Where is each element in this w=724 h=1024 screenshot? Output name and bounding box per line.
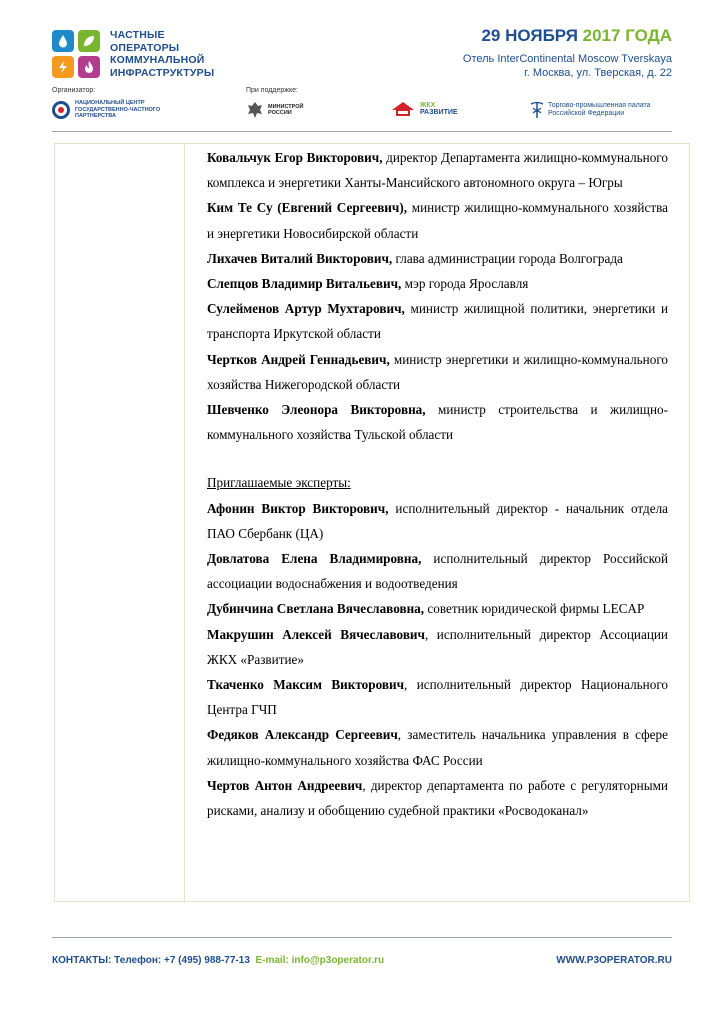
contact-email-link[interactable]: E-mail: info@p3operator.ru [255, 955, 385, 966]
sponsor-minstroy: МИНИСТРОЙ РОССИИ [246, 100, 303, 120]
ppp-center-emblem-icon [52, 101, 70, 119]
website-link[interactable]: WWW.P3OPERATOR.RU [556, 955, 672, 966]
lightning-icon [52, 56, 74, 78]
list-item: Чертов Антон Андреевич, директор департамента по работе с регуляторными рисками, анализу и обобщению судебной практики «Росводоканал» [207, 777, 668, 819]
flame-icon [78, 56, 100, 78]
list-item: Дубинчина Светлана Вячеславовна, советник юридической фирмы LECAP [207, 601, 645, 617]
list-item: Ткаченко Максим Викторович, исполнительный директор Национального Центра ГЧП [207, 677, 669, 718]
gkh-house-icon [390, 100, 416, 118]
organizer-label: Организатор: [52, 87, 96, 94]
footer-contacts [52, 955, 384, 966]
list-item: Ким Те Су (Евгений Сергеевич), министр жилищно-коммунального хозяйства и энергетики Новосибирской области [207, 200, 668, 241]
sponsor-gkh-razvitie: ЖКХ РАЗВИТИЕ [390, 100, 458, 118]
list-item: Лихачев Виталий Викторович, глава администрации города Волгограда [207, 250, 623, 266]
list-item: Федяков Александр Сергеевич, заместитель начальника управления в сфере жилищно-коммунального хозяйства ФАС России [207, 727, 668, 768]
organizer-logo: НАЦИОНАЛЬНЫЙ ЦЕНТР ГОСУДАРСТВЕННО-ЧАСТНОГО ПАРТНЕРСТВА [52, 100, 160, 120]
list-item: Шевченко Элеонора Викторовна, министр строительства и жилищно-коммунального хозяйства Тульской области [207, 402, 668, 443]
list-item: Сулейменов Артур Мухтарович, министр жилищной политики, энергетики и транспорта Иркутской области [207, 301, 669, 342]
contact-phone: КОНТАКТЫ: Телефон: +7 (495) 988-77-13 [52, 955, 250, 966]
header-divider [52, 131, 672, 132]
caduceus-icon [530, 100, 544, 120]
table-column-divider [184, 144, 185, 901]
list-item: Макрушин Алексей Вячеславович, исполнительный директор Ассоциации ЖКХ «Развитие» [207, 626, 668, 667]
experts-heading: Приглашаемые эксперты: [207, 475, 351, 491]
footer-divider [52, 937, 672, 938]
participants-list [207, 145, 668, 823]
event-logo [52, 30, 102, 80]
list-item: Афонин Виктор Викторович, исполнительный директор - начальник отдела ПАО Сбербанк (ЦА) [207, 500, 669, 541]
event-brand-name: ЧАСТНЫЕ ОПЕРАТОРЫ КОММУНАЛЬНОЙ ИНФРАСТРУКТУРЫ [110, 29, 215, 79]
list-item: Слепцов Владимир Витальевич, мэр города Ярославля [207, 276, 529, 292]
event-venue: Отель InterContinental Moscow Tverskaya г. Москва, ул. Тверская, д. 22 [462, 53, 672, 79]
leaf-icon [78, 30, 100, 52]
eagle-emblem-icon [246, 100, 264, 120]
event-date: 29 НОЯБРЯ 2017 ГОДА [481, 26, 672, 45]
list-item: Довлатова Елена Владимировна, исполнительный директор Российской ассоциации водоснабжения и водоотведения [207, 551, 668, 592]
water-drop-icon [52, 30, 74, 52]
list-item: Чертков Андрей Геннадьевич, министр энергетики и жилищно-коммунального хозяйства Нижегородской области [207, 351, 668, 392]
list-item: Ковальчук Егор Викторович, директор Департамента жилищно-коммунального комплекса и энергетики Ханты-Мансийского автономного округа – Югры [207, 150, 668, 191]
sponsor-tpp: Торгово-промышленная палата Российской Федерации [530, 100, 651, 120]
support-label: При поддержке: [246, 87, 298, 94]
